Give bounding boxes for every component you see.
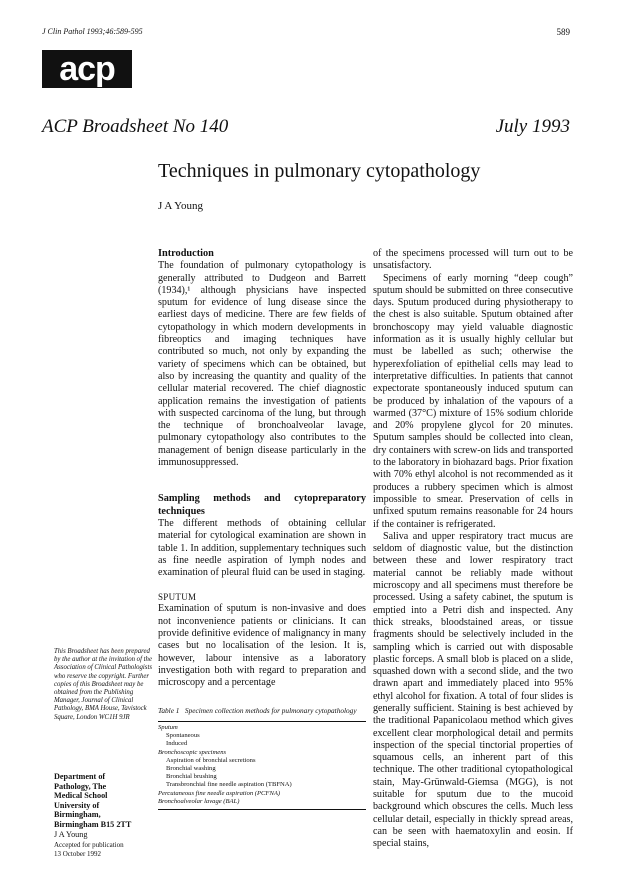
section-heading-introduction: Introduction (158, 248, 214, 259)
paragraph: Examination of sputum is non-invasive and does not inconvenience patients or clinicians. It can provide definitive evidence of malignancy in many cases but no localisation of the lesion. It is, however, labour intensive as a laboratory investigation both with regard to preparation and microscopy and a percentage (158, 603, 366, 689)
table-row: Sputum (158, 724, 178, 731)
page-number: 589 (556, 27, 570, 37)
table-row: Percutaneous fine needle aspiration (PCFNA) (158, 789, 281, 797)
accepted-date-line: 13 October 1992 (54, 849, 102, 858)
paragraph: The foundation of pulmonary cytopathology is generally attributed to Dudgeon and Barrett (1934),¹ although physicians have inspected sputum for evidence of lung disease since the earliest days of medicine. There are few fields of cytopathology in which modern developments in fibreoptics and imaging techniques have contributed so much, not only by expanding the variety of specimens which can be obtained, but also by increasing the quantity and quality of the cellular material recovered. The chief diagnostic application remains the investigation of patients with suspected carcinoma of the lung, but through the technique of bronchoalveolar lavage, pulmonary cytopathology also contributes to the management of benign disease particularly in the immunosuppressed. (158, 260, 366, 469)
text-column-left (158, 248, 366, 690)
paragraph: Specimens of early morning “deep cough” sputum should be submitted on three consecutive days. Sputum produced during physiotherapy to the chest is also suitable. Sputum obtained after bronchoscopy may yield valuable diagnostic information as it is usually highly cellular but must be labelled as such; otherwise the hyperexfoliation of epithelial cells may lead to interpretative difficulties. In patients that cannot expectorate spontaneously induced sputum can be produced by inhalation of the vapours of a warmed (37°C) mixture of 15% sodium chloride and 20% propylene glycol for 20 minutes. Sputum samples should be collected into clean, dry containers with screw-on lids and transported to the laboratory in biohazard bags. Prior fixation with 70% ethyl alcohol is not recommended as it produces a rubbery specimen which is almost impossible to smear. Preservation of cells in unfixed sputum remains reasonable for 24 hours if the container is refrigerated. (373, 272, 573, 530)
author-affiliation (54, 772, 154, 858)
affiliation-line: Medical School (54, 791, 108, 801)
accepted-date-line: Accepted for publication (54, 841, 124, 850)
table-row: Bronchoalveolar lavage (BAL) (158, 797, 240, 805)
subsection-heading-sputum: SPUTUM (158, 592, 197, 603)
table-label: Table 1 (158, 706, 180, 715)
affiliation-line: Birmingham B15 2TT (54, 819, 132, 829)
paragraph: The different methods of obtaining cellular material for cytological examination are shown in table 1. In addition, supplementary techniques such as fine needle aspiration of lymph nodes and examination of pleural fluid can be used in staging. (158, 517, 366, 579)
affiliation-author: J A Young (54, 829, 88, 839)
article-title: Techniques in pulmonary cytopathology (158, 160, 481, 182)
affiliation-line: Department of (54, 772, 106, 781)
table-row: Spontaneous (166, 732, 200, 740)
affiliation-line: Birmingham, (54, 810, 101, 820)
table-row: Aspiration of bronchial secretions (166, 756, 256, 764)
table-row: Bronchial brushing (166, 773, 217, 781)
broadsheet-copyright-note: This Broadsheet has been prepared by the author at the invitation of the Association of Clinical Pathologists who reserve the copyright. Further copies of this Broadsheet may be obtained from the Publishing Manager, Journal of Clinical Pathology, BMA House, Tavistock Square, London WC1H 9JR (54, 648, 152, 721)
table-row: Induced (166, 740, 188, 748)
article-author: J A Young (158, 200, 203, 212)
issue-date: July 1993 (495, 116, 570, 137)
table-caption (158, 706, 366, 715)
paragraph: Saliva and upper respiratory tract mucus are seldom of diagnostic value, but the distinction between these and lower respiratory tract material cannot be reliably made without microscopy and all specimens must therefore be processed. Using a safety cabinet, the sputum is emptied into a Petri dish and inspected. Any thick streaks, bloodstained areas, or tissue fragments should be selectively included in the sampling which is carried out with disposable plastic forceps. A small blob is placed on a slide, squashed down with a second slide, and the two drawn apart and immediately placed into 95% ethyl alcohol for fixation. A total of four slides is generally sufficient. Staining is best achieved by the traditional Papanicolaou method which gives excellent clear morphological detail and permits inspection of the special tinctorial properties of squamous cells, an inherent part of this technique. The other traditional cytopathological stain, May-Grünwald-Giemsa (MGG), is not suitable for sputum due to the mucoid background which obscures the cells. Much less cellular detail, especially in thickly spread areas, can be seen with haematoxylin and eosin. If special stains, (373, 530, 573, 850)
acp-logo: acp (42, 50, 132, 88)
affiliation-line: Pathology, The (54, 781, 107, 791)
table-body (158, 722, 366, 806)
section-heading-sampling: Sampling methods and cytopreparatory techniques (158, 493, 366, 517)
journal-reference: J Clin Pathol 1993;46:589-595 (42, 27, 143, 36)
table-1 (158, 706, 366, 810)
affiliation-line: University of (54, 800, 100, 810)
table-caption-text: Specimen collection methods for pulmonary cytopathology (184, 706, 357, 715)
paragraph: of the specimens processed will turn out to be unsatisfactory. (373, 248, 573, 272)
table-row: Bronchoscopic specimens (158, 748, 227, 756)
table-row: Transbronchial fine needle aspiration (TBFNA) (166, 781, 292, 789)
table-row: Bronchial washing (166, 765, 216, 773)
text-column-right (373, 248, 573, 851)
broadsheet-series-label: ACP Broadsheet No 140 (42, 116, 229, 137)
